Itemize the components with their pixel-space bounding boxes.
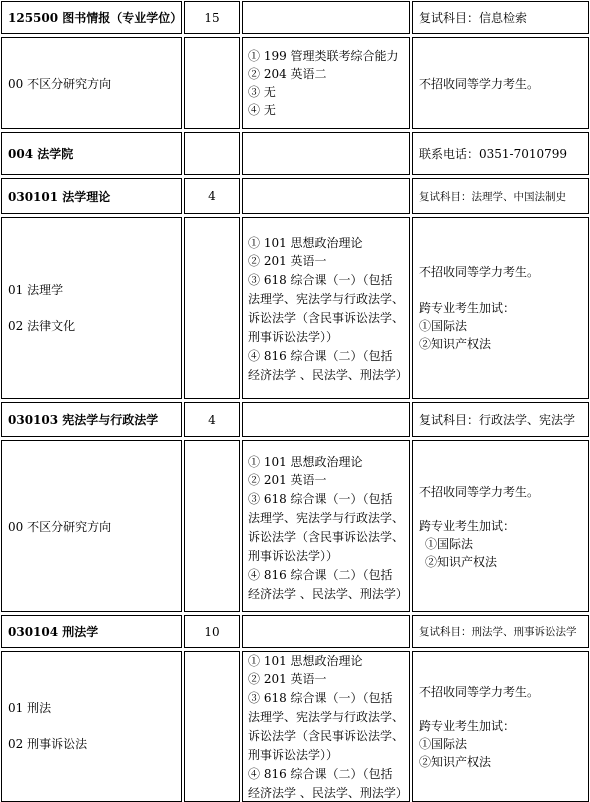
- note-cell: [412, 217, 589, 399]
- program-name: 030104 刑法学: [8, 625, 99, 639]
- note-cell: [412, 1, 589, 34]
- contact-phone: 联系电话：0351-7010799: [419, 147, 568, 161]
- direction: 02 法律文化: [8, 319, 76, 333]
- note-cell: [412, 440, 589, 612]
- exam-line: ③ 618 综合课（一）（包括: [248, 273, 393, 287]
- note-cell: [412, 132, 589, 175]
- exam-line: ① 101 思想政治理论: [248, 455, 363, 469]
- note: 复试科目：刑法学、刑事诉讼法学: [419, 626, 577, 638]
- note: 跨专业考生加试：: [419, 301, 516, 315]
- exam-line: 经济法学 、民法学、刑法学）: [248, 368, 408, 382]
- note: 跨专业考生加试：: [419, 719, 516, 733]
- quota-cell: [184, 651, 240, 802]
- note: 不招收同等学力考生。: [419, 265, 540, 279]
- program-name: 030103 宪法学与行政法学: [8, 413, 159, 427]
- note: 不招收同等学力考生。: [419, 76, 540, 91]
- direction-cell: [1, 37, 182, 129]
- exam-cell: [242, 132, 410, 175]
- program-name: 125500 图书情报（专业学位）: [8, 11, 183, 25]
- note: ②知识产权法: [419, 755, 492, 769]
- quota-cell: [184, 440, 240, 612]
- note: ①国际法: [419, 319, 468, 333]
- quota: 10: [204, 624, 220, 639]
- note-cell: [412, 651, 589, 802]
- note-cell: [412, 178, 589, 214]
- exam-line: ② 201 英语一: [248, 473, 327, 487]
- note: ①国际法: [425, 537, 474, 551]
- direction: 01 法理学: [8, 283, 64, 297]
- exam-line: ④ 无: [248, 103, 276, 117]
- department-name: 004 法学院: [8, 147, 74, 161]
- quota: 4: [208, 189, 216, 203]
- exam-cell: [242, 651, 410, 802]
- exam-line: ② 201 英语一: [248, 672, 327, 686]
- program-name-cell: [1, 1, 182, 34]
- quota-cell: [184, 402, 240, 437]
- quota: 15: [204, 10, 220, 25]
- exam-line: 刑事诉讼法学））: [248, 748, 339, 762]
- exam-cell: [242, 37, 410, 129]
- exam-line: ③ 无: [248, 85, 276, 99]
- note: 复试科目：法理学、中国法制史: [419, 190, 566, 203]
- exam-line: ④ 816 综合课（二）（包括: [248, 568, 393, 582]
- exam-line: 刑事诉讼法学））: [248, 549, 339, 563]
- note: ②知识产权法: [425, 555, 498, 569]
- exam-line: ② 204 英语二: [248, 67, 327, 81]
- exam-cell: [242, 615, 410, 648]
- note: 不招收同等学力考生。: [419, 685, 540, 699]
- quota-cell: [184, 217, 240, 399]
- exam-line: ② 201 英语一: [248, 254, 327, 268]
- exam-line: ③ 618 综合课（一）（包括: [248, 492, 393, 506]
- exam-cell: [242, 402, 410, 437]
- direction: 00 不区分研究方向: [8, 520, 112, 534]
- quota-cell: [184, 132, 240, 175]
- direction-cell: [1, 217, 182, 399]
- exam-line: 法理学、宪法学与行政法学、: [248, 292, 405, 306]
- exam-line: 诉讼法学（含民事诉讼法学、: [248, 311, 405, 325]
- exam-line: 经济法学 、民法学、刑法学）: [248, 587, 408, 601]
- note: ①国际法: [419, 737, 468, 751]
- exam-line: 经济法学 、民法学、刑法学）: [248, 786, 408, 800]
- note-cell: [412, 615, 589, 648]
- note: 跨专业考生加试：: [419, 519, 516, 533]
- quota-cell: [184, 178, 240, 214]
- program-name-cell: [1, 615, 182, 648]
- direction: 02 刑事诉讼法: [8, 737, 88, 751]
- exam-cell: [242, 440, 410, 612]
- direction-cell: [1, 440, 182, 612]
- exam-line: ① 101 思想政治理论: [248, 236, 363, 250]
- program-name-cell: [1, 402, 182, 437]
- exam-line: ④ 816 综合课（二）（包括: [248, 767, 393, 781]
- note-cell: [412, 402, 589, 437]
- exam-line: 诉讼法学（含民事诉讼法学、: [248, 729, 405, 743]
- exam-cell: [242, 1, 410, 34]
- exam-cell: [242, 178, 410, 214]
- direction: 01 刑法: [8, 701, 52, 715]
- program-name: 030101 法学理论: [8, 189, 111, 204]
- quota-cell: [184, 37, 240, 129]
- exam-line: ① 101 思想政治理论: [248, 654, 363, 668]
- exam-line: 诉讼法学（含民事诉讼法学、: [248, 530, 405, 544]
- exam-line: 法理学、宪法学与行政法学、: [248, 710, 405, 724]
- note: 复试科目：信息检索: [419, 11, 528, 25]
- exam-line: ① 199 管理类联考综合能力: [248, 49, 399, 63]
- program-name-cell: [1, 178, 182, 214]
- note: 不招收同等学力考生。: [419, 485, 540, 499]
- exam-line: ③ 618 综合课（一）（包括: [248, 691, 393, 705]
- quota-cell: [184, 615, 240, 648]
- program-name-cell: [1, 132, 182, 175]
- exam-cell: [242, 217, 410, 399]
- quota: 4: [208, 412, 216, 427]
- exam-line: ④ 816 综合课（二）（包括: [248, 349, 393, 363]
- exam-line: 法理学、宪法学与行政法学、: [248, 511, 405, 525]
- note-cell: [412, 37, 589, 129]
- note: ②知识产权法: [419, 337, 492, 351]
- note: 复试科目：行政法学、宪法学: [419, 413, 576, 427]
- exam-line: 刑事诉讼法学））: [248, 330, 339, 344]
- quota-cell: [184, 1, 240, 34]
- direction-cell: [1, 651, 182, 802]
- direction: 00 不区分研究方向: [8, 76, 112, 91]
